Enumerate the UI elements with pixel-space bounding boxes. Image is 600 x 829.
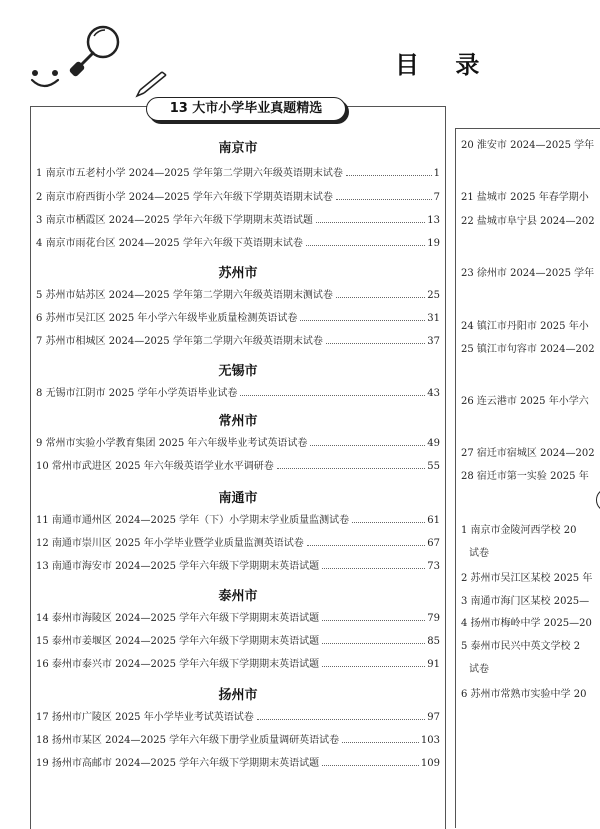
toc-entry[interactable] [36,210,440,226]
toc-entry[interactable]: 28 宿迁市第一实验 2025 年 [461,471,589,482]
entry-page: 49 [427,438,440,449]
dot-leader [307,545,426,546]
entry-number: 4 [36,238,43,249]
city-heading: 南京市 [218,141,258,156]
entry-page: 7 [433,192,440,203]
entry-number: 8 [36,388,43,399]
entry-title: 苏州市姑苏区 2024—2025 学年第二学期六年级英语期末测试卷 [45,290,333,301]
toc-entry[interactable]: 24 镇江市丹阳市 2025 年小 [461,321,589,332]
entry-page: 67 [427,538,440,549]
entry-title: 南京市栖霞区 2024—2025 学年六年级下学期期末英语试题 [45,215,313,226]
entry-number: 11 [36,515,49,526]
entry-page: 55 [427,461,440,472]
entry-number: 2 [36,192,43,203]
entry-title: 苏州市吴江区 2025 年小学六年级毕业质量检测英语试卷 [45,313,298,324]
toc-entry[interactable]: 5 泰州市民兴中英文学校 2 [461,641,581,652]
toc-entry[interactable] [36,631,440,647]
entry-page: 37 [427,336,440,347]
toc-entry[interactable]: 21 盐城市 2025 年春学期小 [461,192,589,203]
city-heading: 扬州市 [218,688,258,703]
entry-page: 97 [427,712,440,723]
dot-leader [306,245,425,246]
dot-leader [277,468,426,469]
toc-entry[interactable]: 27 宿迁市宿城区 2024—202 [461,448,595,459]
entry-page: 79 [427,613,440,624]
dot-leader [310,445,425,446]
entry-page: 25 [427,290,440,301]
toc-entry[interactable] [36,608,440,624]
dot-leader [322,620,425,621]
toc-entry[interactable]: 22 盐城市阜宁县 2024—202 [461,216,595,227]
dot-leader [322,568,425,569]
dot-leader [336,199,432,200]
pencil-icon [137,72,166,96]
entry-number: 14 [36,613,49,624]
magnifier-icon [69,27,118,77]
entry-page: 19 [427,238,440,249]
entry-title: 苏州市相城区 2024—2025 学年第二学期六年级英语期末试卷 [45,336,323,347]
entry-number: 3 [36,215,43,226]
entry-title: 南京市府西街小学 2024—2025 学年六年级下学期英语期末试卷 [45,192,333,203]
dot-leader [316,222,425,223]
dot-leader [342,742,419,743]
dot-leader [322,765,419,766]
entry-page: 103 [420,735,440,746]
toc-entry[interactable] [36,163,440,179]
toc-entry[interactable]: 2 苏州市吴江区某校 2025 年 [461,573,593,584]
entry-title: 南通市通州区 2024—2025 学年（下）小学期末学业质量监测试卷 [51,515,350,526]
dot-leader [352,522,425,523]
toc-entry[interactable] [36,707,440,723]
toc-entry[interactable] [36,510,440,526]
toc-entry-continuation: 试卷 [469,664,489,675]
entry-page: 73 [427,561,440,572]
entry-title: 南通市崇川区 2025 年小学毕业暨学业质量监测英语试卷 [51,538,304,549]
entry-title: 泰州市海陵区 2024—2025 学年六年级下学期期末英语试题 [51,613,320,624]
entry-title: 泰州市泰兴市 2024—2025 学年六年级下学期期末英语试题 [51,659,320,670]
city-heading: 泰州市 [218,589,258,604]
toc-entry[interactable]: 1 南京市金陵河西学校 20 [461,525,577,536]
entry-number: 5 [36,290,43,301]
entry-number: 10 [36,461,49,472]
entry-title: 扬州市广陵区 2025 年小学毕业考试英语试卷 [51,712,254,723]
city-heading: 常州市 [218,414,258,429]
entry-page: 31 [427,313,440,324]
entry-page: 91 [427,659,440,670]
toc-entry[interactable] [36,285,440,301]
page-title: 目 录 [395,51,494,79]
entry-title: 南京市五老村小学 2024—2025 学年第二学期六年级英语期末试卷 [45,168,343,179]
entry-number: 18 [36,735,49,746]
section-label: 13 大市小学毕业真题精选 [146,97,346,121]
toc-left-panel [30,101,446,829]
toc-entry[interactable] [36,383,440,399]
entry-page: 1 [433,168,440,179]
toc-entry[interactable]: 3 南通市海门区某校 2025— [461,596,590,607]
entry-number: 15 [36,636,49,647]
entry-number: 19 [36,758,49,769]
city-heading: 苏州市 [218,266,258,281]
entry-page: 61 [427,515,440,526]
toc-entry[interactable] [36,533,440,549]
entry-number: 1 [36,168,43,179]
entry-title: 常州市武进区 2025 年六年级英语学业水平调研卷 [51,461,274,472]
city-heading: 无锡市 [218,364,258,379]
entry-title: 扬州市高邮市 2024—2025 学年六年级下学期期末英语试题 [51,758,320,769]
toc-entry[interactable] [36,331,440,347]
dot-leader [257,719,426,720]
magnifier-doodle-icon [0,0,180,100]
entry-number: 6 [36,313,43,324]
entry-number: 9 [36,438,43,449]
entry-title: 常州市实验小学教育集团 2025 年六年级毕业考试英语试卷 [45,438,308,449]
toc-entry[interactable] [36,308,440,324]
entry-page: 13 [427,215,440,226]
toc-entry[interactable] [36,556,440,572]
entry-page: 43 [427,388,440,399]
toc-entry[interactable]: 4 扬州市梅岭中学 2025—20 [461,618,592,629]
city-heading: 南通市 [218,491,258,506]
toc-entry[interactable]: 26 连云港市 2025 年小学六 [461,396,589,407]
toc-entry[interactable] [36,730,440,746]
entry-number: 12 [36,538,49,549]
dot-leader [346,175,432,176]
toc-entry[interactable] [36,433,440,449]
panel-top-border [456,128,600,129]
toc-entry[interactable]: 6 苏州市常熟市实验中学 20 [461,689,587,700]
toc-entry[interactable] [36,753,440,769]
face-icon [32,70,58,86]
dot-leader [322,666,425,667]
entry-title: 泰州市姜堰区 2024—2025 学年六年级下学期期末英语试题 [51,636,320,647]
entry-number: 7 [36,336,43,347]
toc-right-panel [455,128,600,828]
entry-title: 扬州市某区 2024—2025 学年六年级下册学业质量调研英语试卷 [51,735,340,746]
entry-title: 无锡市江阴市 2025 学年小学英语毕业试卷 [45,388,238,399]
entry-number: 17 [36,712,49,723]
toc-entry-continuation: 试卷 [469,548,489,559]
entry-number: 13 [36,561,49,572]
toc-entry[interactable]: 20 淮安市 2024—2025 学年 [461,140,595,151]
entry-number: 16 [36,659,49,670]
entry-title: 南京市雨花台区 2024—2025 学年六年级下英语期末试卷 [45,238,303,249]
toc-entry[interactable]: 23 徐州市 2024—2025 学年 [461,268,595,279]
dot-leader [322,643,425,644]
dot-leader [240,395,425,396]
toc-entry[interactable] [36,456,440,472]
dot-leader [326,343,425,344]
entry-page: 85 [427,636,440,647]
entry-page: 109 [420,758,440,769]
toc-entry[interactable] [36,654,440,670]
toc-entry[interactable] [36,233,440,249]
toc-entry[interactable] [36,187,440,203]
dot-leader [336,297,425,298]
toc-entry[interactable]: 25 镇江市句容市 2024—202 [461,344,595,355]
dot-leader [300,320,425,321]
section-label-pill [596,488,600,512]
entry-title: 南通市海安市 2024—2025 学年六年级下学期期末英语试题 [51,561,320,572]
